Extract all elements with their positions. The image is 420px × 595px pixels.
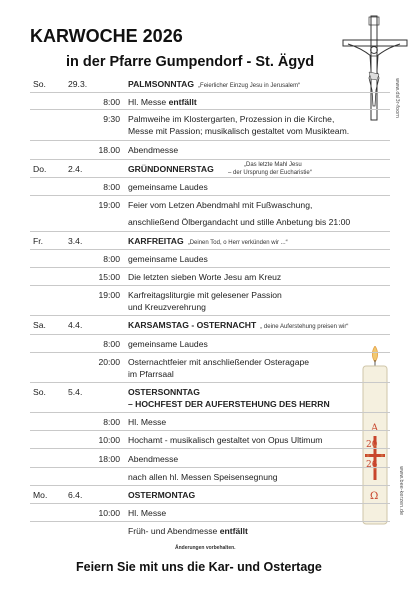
row-separator: [30, 231, 390, 232]
event-text: [128, 417, 398, 428]
event-text: [128, 254, 398, 265]
event-text: [128, 200, 398, 211]
event-text: [128, 217, 398, 228]
row-time: 20:00: [98, 357, 120, 367]
event-text: [128, 97, 398, 108]
feast-quote: „Feierlicher Einzug Jesu in Jerusalem“: [198, 83, 301, 89]
event-label: OSTERSONNTAG: [128, 387, 200, 397]
footer-slogan: Feiern Sie mit uns die Kar- und Ostertage: [76, 560, 322, 574]
row-separator: [30, 177, 390, 178]
row-date: 29.3.: [68, 79, 88, 89]
row-separator: [30, 352, 390, 353]
feast-quote: [228, 161, 312, 177]
row-separator: [30, 448, 390, 449]
feast-name: [128, 399, 398, 410]
row-day: Mo.: [33, 490, 48, 500]
event-label: Feier vom Letzen Abendmahl mit Fußwaschung,: [128, 200, 313, 210]
event-label: KARFREITAG: [128, 236, 184, 246]
event-label: anschließend Ölbergandacht und stille Anbetung bis 21:00: [128, 217, 351, 227]
candle-omega: Ω: [370, 491, 379, 502]
row-separator: [30, 267, 390, 268]
event-label: Abendmesse: [128, 454, 179, 464]
row-time: 18.00: [98, 145, 120, 155]
event-label: GRÜNDONNERSTAG: [128, 164, 214, 174]
event-text: [128, 126, 398, 137]
row-separator: [30, 140, 390, 141]
row-day: Fr.: [33, 236, 44, 246]
event-text: [128, 145, 398, 156]
status-cancelled: entfällt: [168, 97, 197, 107]
event-label: PALMSONNTAG: [128, 79, 195, 89]
feast-name: [128, 320, 398, 333]
event-label: KARSAMSTAG - OSTERNACHT: [128, 320, 257, 330]
candle-year-top: 20: [366, 440, 378, 450]
row-time: 10:00: [98, 435, 120, 445]
row-time: 8:00: [103, 417, 120, 427]
event-label: – HOCHFEST DER AUFERSTEHUNG DES HERRN: [128, 399, 330, 409]
event-label: Hl. Messe: [128, 417, 167, 427]
row-date: 4.4.: [68, 320, 83, 330]
row-separator: [30, 485, 390, 486]
event-text: [128, 472, 398, 483]
feast-name: [128, 490, 398, 501]
row-separator: [30, 285, 390, 286]
crucifix-credit: www.dsl3r-foom: [394, 78, 400, 119]
event-label: Hochamt - musikalisch gestaltet von Opus Ultimum: [128, 435, 323, 445]
row-separator: [30, 92, 390, 93]
event-label: und Kreuzverehrung: [128, 302, 206, 312]
row-date: 6.4.: [68, 490, 83, 500]
event-text: [128, 435, 398, 446]
event-label: nach allen hl. Messen Speisensegnung: [128, 472, 278, 482]
row-time: 19:00: [98, 290, 120, 300]
feast-name: [128, 387, 398, 398]
feast-quote-line: „Das letzte Mahl Jesu: [244, 162, 302, 168]
event-text: [128, 339, 398, 350]
row-time: 15:00: [98, 272, 120, 282]
page-subtitle: in der Pfarre Gumpendorf - St. Ägyd: [66, 54, 315, 70]
row-time: 9:30: [103, 114, 120, 124]
page-title: KARWOCHE 2026: [30, 26, 183, 46]
event-label: gemeinsame Laudes: [128, 254, 208, 264]
candle-credit: www.bee-kerzen.de: [398, 466, 404, 516]
event-text: [128, 114, 398, 125]
row-day: Do.: [33, 164, 47, 174]
notice: Änderungen vorbehalten.: [175, 545, 236, 551]
event-label: im Pfarrsaal: [128, 369, 174, 379]
event-text: [128, 526, 398, 537]
event-label: Früh- und Abendmesse: [128, 526, 220, 536]
row-time: 8:00: [103, 97, 120, 107]
event-label: gemeinsame Laudes: [128, 339, 208, 349]
row-separator: [30, 503, 390, 504]
row-time: 8:00: [103, 254, 120, 264]
row-day: Sa.: [33, 320, 46, 330]
event-text: [128, 182, 398, 193]
row-time: 8:00: [103, 182, 120, 192]
event-label: Messe mit Passion; musikalisch gestaltet vom Musikteam.: [128, 126, 350, 136]
event-text: [128, 272, 398, 283]
event-text: [128, 302, 398, 313]
row-separator: [30, 334, 390, 335]
feast-quote: „Deinen Tod, o Herr verkünden wir ...“: [187, 240, 288, 246]
event-text: [128, 290, 398, 301]
row-separator: [30, 467, 390, 468]
status-cancelled: entfällt: [219, 526, 248, 536]
row-time: 18:00: [98, 454, 120, 464]
event-label: Osternachtfeier mit anschließender Osteragape: [128, 357, 310, 367]
event-label: Die letzten sieben Worte Jesu am Kreuz: [128, 272, 282, 282]
event-label: Abendmesse: [128, 145, 179, 155]
row-date: 2.4.: [68, 164, 83, 174]
row-separator: [30, 382, 390, 383]
candle-alpha: A: [371, 423, 379, 434]
event-label: Hl. Messe: [128, 97, 169, 107]
row-date: 3.4.: [68, 236, 83, 246]
event-label: Hl. Messe: [128, 508, 167, 518]
feast-quote-line: – der Ursprung der Eucharistie“: [228, 170, 312, 176]
row-time: 8:00: [103, 339, 120, 349]
event-text: [128, 357, 398, 368]
row-day: So.: [33, 387, 46, 397]
event-label: OSTERMONTAG: [128, 490, 196, 500]
event-text: [128, 454, 398, 465]
row-day: So.: [33, 79, 46, 89]
row-separator: [30, 412, 390, 413]
event-label: Karfreitagsliturgie mit gelesener Passion: [128, 290, 282, 300]
row-time: 19:00: [98, 200, 120, 210]
row-time: 10:00: [98, 508, 120, 518]
candle-year-bottom: 26: [366, 460, 378, 470]
row-separator: [30, 430, 390, 431]
event-label: gemeinsame Laudes: [128, 182, 208, 192]
row-separator: [30, 249, 390, 250]
row-separator: [30, 159, 390, 160]
feast-name: [128, 79, 398, 92]
row-separator: [30, 315, 390, 316]
event-text: [128, 369, 398, 380]
event-text: [128, 508, 398, 519]
row-separator: [30, 195, 390, 196]
row-date: 5.4.: [68, 387, 83, 397]
feast-name: [128, 236, 398, 249]
row-separator: [30, 521, 390, 522]
event-label: Palmweihe im Klostergarten, Prozession in die Kirche,: [128, 114, 335, 124]
row-separator: [30, 109, 390, 110]
feast-quote: „ deine Auferstehung preisen wir“: [260, 324, 349, 330]
